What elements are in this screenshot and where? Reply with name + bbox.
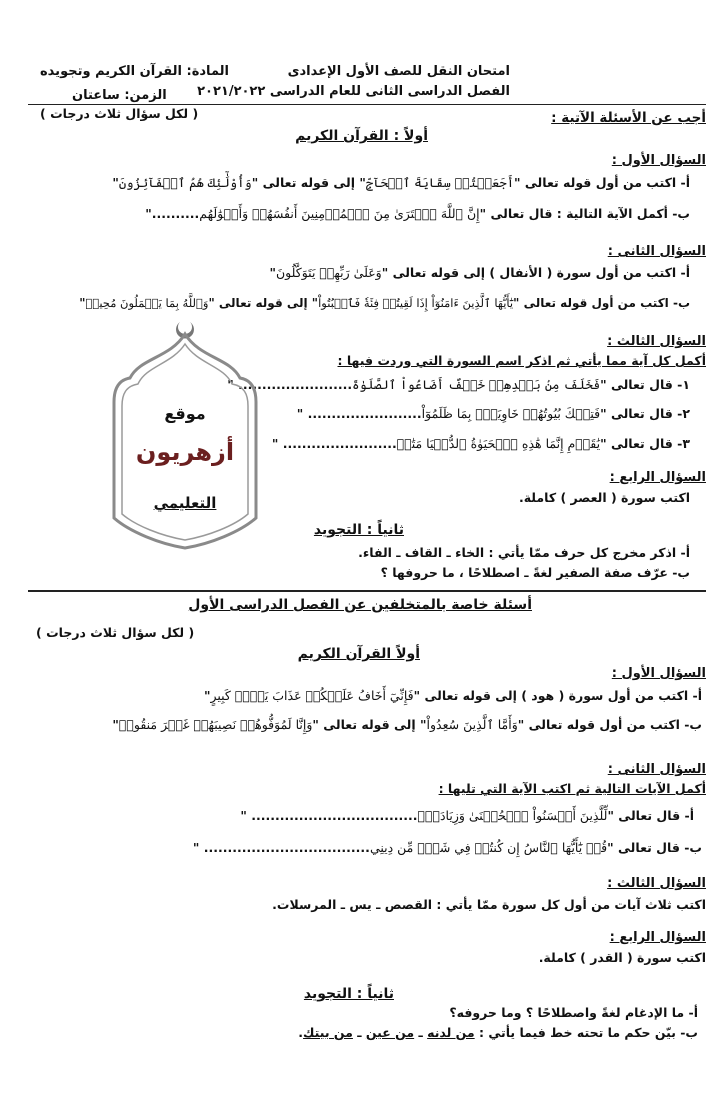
p2-q2-title: السؤال الثانى : — [607, 762, 706, 777]
tajweed-title-2: ثانياً : التجويد — [303, 986, 394, 1002]
header-divider — [28, 104, 706, 105]
p2-tajweed-a: أ- ما الإدغام لغةً واصطلاحًا ؟ وما حروفه؟ — [449, 1005, 698, 1020]
p2-q1-a: أ- اكتب من أول سورة ( هود ) إلى قوله تعالى "فَإِنِّيٓ أَخَافُ عَلَيۡكُمۡ عَذَابَ يَوۡمٖ كَبِيرٍ" — [203, 688, 702, 703]
exam-time: الزمن: ساعتان — [72, 88, 167, 103]
part2-heading: أسئلة خاصة بالمتخلفين عن الفصل الدراسى الأول — [188, 597, 532, 613]
p2-q1-title: السؤال الأول : — [611, 666, 706, 681]
tajweed-title-1: ثانياً : التجويد — [313, 522, 404, 538]
exam-term: الفصل الدراسى الثانى للعام الدراسى ٢٠٢١/٢٠٢٢ — [197, 84, 510, 99]
q4-title: السؤال الرابع : — [609, 470, 706, 485]
tajweed-1-a: أ- اذكر مخرج كل حرف ممّا يأتي : الخاء ـ القاف ـ الفاء. — [358, 545, 690, 560]
q2-title: السؤال الثانى : — [607, 244, 706, 259]
q4-text: اكتب سورة ( العصر ) كاملة. — [518, 490, 690, 505]
p2-tajweed-b: ب- بيّن حكم ما تحته خط فيما يأتي : من لدنه ـ من عين ـ من بيتك. — [298, 1025, 698, 1040]
site-logo-watermark — [110, 318, 260, 550]
q2-b: ب- اكتب من أول قوله تعالى "يَٰٓأَيُّهَا ٱلَّذِينَ ءَامَنُوٓاْ إِذَا لَقِيتُمۡ فِئَةٗ فَٱثۡبُتُواْ" إلى قوله تعالى "وَٱللَّهُ بِمَا يَعۡمَلُونَ مُحِيطٞ" — [79, 296, 690, 310]
logo-word-educational: التعليمي — [153, 494, 217, 512]
q2-a: أ- اكتب من أول سورة ( الأنفال ) إلى قوله تعالى "وَعَلَىٰ رَبِّهِمۡ يَتَوَكَّلُونَ" — [269, 265, 690, 280]
marks-note-2: ( لكل سؤال ثلاث درجات ) — [36, 625, 195, 640]
tajweed-1-b: ب- عرّف صفة الصفير لغةً ـ اصطلاحًا ، ما حروفها ؟ — [380, 565, 690, 580]
part-divider — [28, 590, 706, 592]
p2-q4-text: اكتب سورة ( القدر ) كاملة. — [538, 950, 706, 965]
instruction: أجب عن الأسئلة الآتية : — [551, 110, 706, 126]
logo-frame-icon — [110, 318, 260, 550]
section-quran-1: أولاً : القرآن الكريم — [295, 128, 428, 144]
exam-subject: المادة: القرآن الكريم وتجويده — [40, 64, 229, 79]
p2-q3-text: اكتب ثلاث آيات من أول كل سورة ممّا يأتي : القصص ـ يس ـ المرسلات. — [272, 897, 706, 912]
logo-word-azharyoun: أزهريون — [135, 438, 235, 466]
q3-instruction: أكمل كل آية مما يأتي ثم اذكر اسم السورة التي وردت فيها : — [337, 353, 706, 368]
q1-b: ب- أكمل الآية التالية : قال تعالى "إِنَّ ٱللَّهَ ٱشۡتَرَىٰ مِنَ ٱلۡمُؤۡمِنِينَ أَنفُسَهُمۡ وَأَمۡوَٰلَهُم.........." — [145, 206, 690, 221]
logo-word-site: موقع — [164, 404, 206, 423]
p2-q4-title: السؤال الرابع : — [609, 930, 706, 945]
p2-q2-instruction: أكمل الآيات التالية ثم اكتب الآية التي تليها : — [438, 781, 706, 796]
p2-q2-item-b: ب- قال تعالى "قُلۡ يَٰٓأَيُّهَا ٱلنَّاسُ إِن كُنتُمۡ فِي شَكّٖ مِّن دِينِي................................... " — [192, 840, 702, 855]
p2-q1-b: ب- اكتب من أول قوله تعالى "وَأَمَّا ٱلَّذِينَ سُعِدُواْ" إلى قوله تعالى "وَإِنَّا لَمُوَفُّوهُمۡ نَصِيبَهُمۡ غَيۡرَ مَنقُوصٖ" — [112, 717, 702, 732]
q3-item-1: ١- قال تعالى "فَخَلَفَ مِنۢ بَعۡدِهِمۡ خَلۡفٌ أَضَاعُواْ ٱلصَّلَوٰةَ........................ " — [227, 377, 690, 392]
q3-item-3: ٣- قال تعالى "يَٰقَوۡمِ إِنَّمَا هَٰذِهِ ٱلۡحَيَوٰةُ ٱلدُّنۡيَا مَتَٰعٞ........................ " — [271, 436, 690, 451]
q3-item-2: ٢- قال تعالى "فَتِلۡكَ بُيُوتُهُمۡ خَاوِيَةَۢ بِمَا ظَلَمُوٓاْ........................ " — [296, 406, 690, 421]
q3-title: السؤال الثالث : — [607, 334, 706, 349]
q1-title: السؤال الأول : — [611, 153, 706, 168]
q1-a: أ- اكتب من أول قوله تعالى "أَجَعَلۡتُمۡ سِقَايَةَ ٱلۡحَآجِّ" إلى قوله تعالى "وَأُوْلَٰٓئِكَ هُمُ ٱلۡفَآئِزُونَ" — [112, 175, 690, 190]
exam-title: امتحان النقل للصف الأول الإعدادى — [287, 64, 510, 79]
p2-q2-item-a: أ- قال تعالى "لِّلَّذِينَ أَحۡسَنُواْ ٱلۡحُسۡنَىٰ وَزِيَادَةٞۖ................................... " — [240, 808, 694, 823]
marks-note-1: ( لكل سؤال ثلاث درجات ) — [40, 106, 199, 121]
section-quran-2: أولاً القرآن الكريم — [297, 646, 420, 662]
p2-q3-title: السؤال الثالث : — [607, 876, 706, 891]
